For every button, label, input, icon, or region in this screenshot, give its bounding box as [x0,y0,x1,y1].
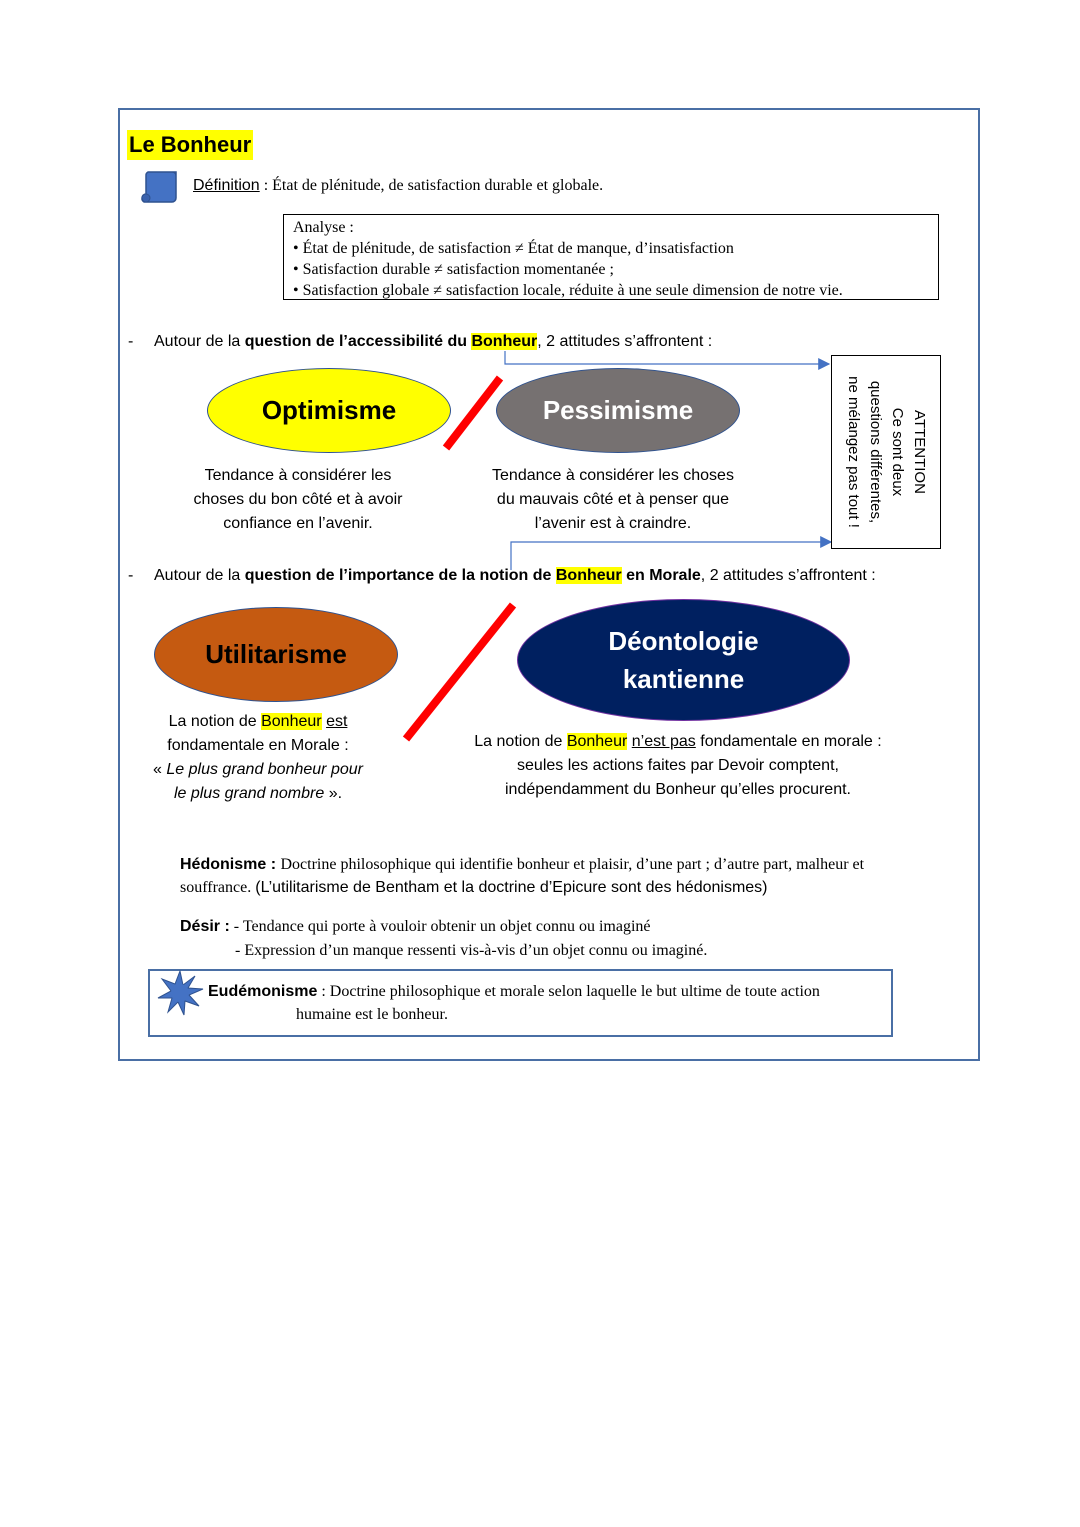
analyse-item: • Satisfaction durable ≠ satisfaction momentanée ; [293,261,614,278]
deontologie-desc-pre: La notion de [474,733,567,750]
section1-dash: - [128,333,134,350]
desir-line2: - Expression d’un manque ressenti vis-à-vis d’un objet connu ou imaginé. [235,942,708,959]
section2-bold: question de l’importance de la notion de [244,567,556,584]
section1-highlight: Bonheur [471,333,538,350]
optimisme-desc-line: confiance en l’avenir. [223,515,373,532]
hedonisme-line2 [180,879,768,897]
arrow-connector-1 [505,351,829,364]
desir-term: Désir : [180,918,230,935]
eudemonisme-text1: : Doctrine philosophique et morale selon laquelle le but ultime de toute action [317,983,820,1000]
hedonisme-text2-sans: (L’utilitarisme de Bentham et la doctrine d’Epicure sont des hédonismes) [255,879,768,896]
pessimisme-description [463,464,763,536]
deontologie-desc-line3: indépendamment du Bonheur qu’elles procurent. [504,781,851,798]
utilitarisme-quote-line2 [128,782,388,806]
pessimisme-ellipse [496,368,740,453]
eudemonisme-line1 [208,983,820,1001]
arrow-connector-2 [511,542,831,570]
eudemonisme-line2: humaine est le bonheur. [296,1006,448,1023]
optimisme-desc-line: Tendance à considérer les [204,467,392,484]
desir-text1: - Tendance qui porte à vouloir obtenir un objet connu ou imaginé [229,918,651,935]
attention-line: questions différentes, [867,380,884,524]
utilitarisme-desc-line2: fondamentale en Morale : [167,737,349,754]
eudemonisme-box [148,969,893,1037]
utilitarisme-desc-highlight: Bonheur [261,713,322,730]
attention-line: ne mélangez pas tout ! [845,376,862,528]
star-icon [155,970,205,1016]
eudemonisme-term: Eudémonisme [208,983,318,1000]
utilitarisme-label: Utilitarisme [205,639,347,669]
utilitarisme-desc-underline: est [326,713,348,730]
section2-heading [154,567,876,585]
definition-text: : État de plénitude, de satisfaction durable et globale. [259,177,604,194]
desir-line1 [180,918,651,936]
deontologie-desc-post: fondamentale en morale : [695,733,882,750]
analyse-item: • Satisfaction globale ≠ satisfaction locale, réduite à une seule dimension de notre vie. [293,282,843,299]
red-slash-1 [446,378,500,448]
hedonisme-term: Hédonisme : [180,856,281,873]
hedonisme-text2-serif: souffrance. [180,879,256,896]
deontologie-label-line: Déontologie [608,626,759,656]
red-slash-2 [406,605,513,739]
quote-open: « [153,761,167,778]
attention-box [831,355,941,549]
deontologie-label-line: kantienne [622,664,745,694]
optimisme-description [158,464,438,536]
pessimisme-desc-line: Tendance à considérer les choses [492,467,734,484]
page-title: Le Bonheur [127,130,253,160]
hedonisme-line1 [180,856,864,874]
optimisme-label: Optimisme [261,395,397,425]
section1-pre: Autour de la [154,333,245,350]
utilitarisme-desc-pre: La notion de [168,713,262,730]
deontologie-description [448,730,908,802]
utilitarisme-quote-2: le plus grand nombre [173,785,325,802]
section2-dash: - [128,567,134,584]
optimisme-desc-line: choses du bon côté et à avoir [193,491,403,508]
section1-post: , 2 attitudes s’affrontent : [537,333,713,350]
section2-bold2: en Morale [621,567,701,584]
analyse-heading: Analyse : [293,219,354,236]
deontologie-desc-highlight: Bonheur [566,733,628,750]
pessimisme-label: Pessimisme [542,395,694,425]
deontologie-desc-underline: n’est pas [631,733,696,750]
utilitarisme-description [128,710,388,806]
section2-highlight: Bonheur [555,567,622,584]
utilitarisme-desc-line1 [128,710,388,734]
utilitarisme-quote-line1 [128,758,388,782]
definition-label: Définition [193,177,260,194]
analyse-item: • État de plénitude, de satisfaction ≠ État de manque, d’insatisfaction [293,240,734,257]
utilitarisme-ellipse [154,607,398,702]
hedonisme-text1: Doctrine philosophique qui identifie bonheur et plaisir, d’une part ; d’autre part, malheur et [280,856,865,873]
utilitarisme-quote-1: Le plus grand bonheur pour [166,761,363,778]
section2-pre: Autour de la [154,567,245,584]
attention-line: ATTENTION [911,410,928,494]
deontologie-desc-line1 [448,730,908,754]
deontologie-desc-line2: seules les actions faites par Devoir comptent, [517,757,839,774]
section2-post: , 2 attitudes s’affrontent : [700,567,876,584]
section1-bold: question de l’accessibilité du [244,333,472,350]
pessimisme-desc-line: du mauvais côté et à penser que [496,491,730,508]
deontologie-ellipse [517,599,850,721]
attention-line: Ce sont deux [889,407,906,497]
quote-close: ». [324,785,343,802]
optimisme-ellipse [207,368,451,453]
pessimisme-desc-line: l’avenir est à craindre. [534,515,692,532]
